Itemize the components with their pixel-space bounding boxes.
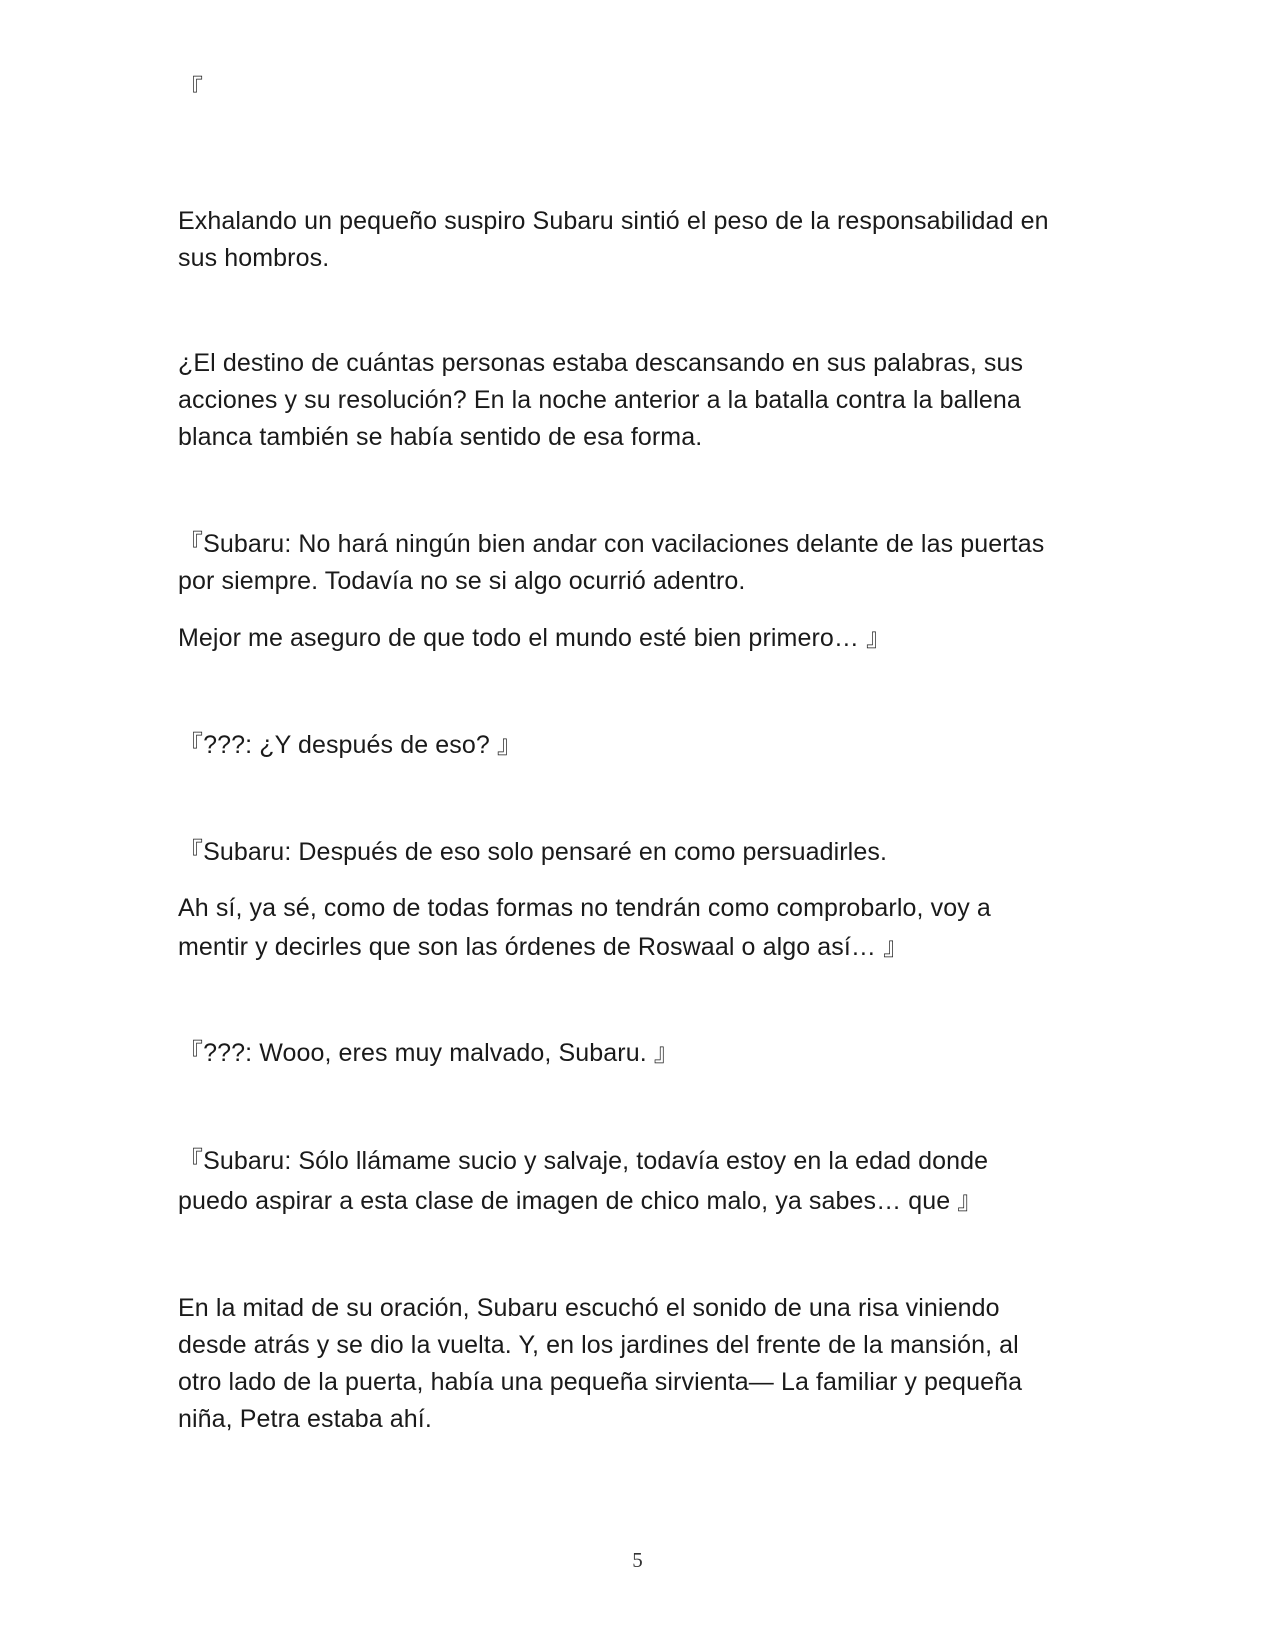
text-line: por siempre. Todavía no se si algo ocurrió adentro. xyxy=(178,567,746,595)
text-line: mentir y decirles que son las órdenes de Roswaal o algo así… 』 xyxy=(178,933,909,961)
text-line: Exhalando un pequeño suspiro Subaru sintió el peso de la responsabilidad en xyxy=(178,207,1049,235)
text-line: 『Subaru: Después de eso solo pensaré en como persuadirles. xyxy=(178,838,887,866)
text-line: acciones y su resolución? En la noche anterior a la batalla contra la ballena xyxy=(178,386,1021,414)
text-line: 『Subaru: No hará ningún bien andar con vacilaciones delante de las puertas xyxy=(178,530,1045,558)
text-line: Mejor me aseguro de que todo el mundo esté bien primero… 』 xyxy=(178,624,892,652)
text-line: puedo aspirar a esta clase de imagen de chico malo, ya sabes… que 』 xyxy=(178,1187,983,1215)
text-line: sus hombros. xyxy=(178,244,330,272)
text-line: Ah sí, ya sé, como de todas formas no tendrán como comprobarlo, voy a xyxy=(178,894,991,922)
text-line: blanca también se había sentido de esa forma. xyxy=(178,423,703,451)
text-line: 『Subaru: Sólo llámame sucio y salvaje, todavía estoy en la edad donde xyxy=(178,1147,989,1175)
text-line: 『???: Wooo, eres muy malvado, Subaru. 』 xyxy=(178,1039,679,1067)
text-line: desde atrás y se dio la vuelta. Y, en los jardines del frente de la mansión, al xyxy=(178,1331,1019,1359)
page-number: 5 xyxy=(632,1548,643,1572)
text-line: En la mitad de su oración, Subaru escuchó el sonido de una risa viniendo xyxy=(178,1294,1000,1322)
text-line: ¿El destino de cuántas personas estaba descansando en sus palabras, sus xyxy=(178,349,1024,377)
text-line: niña, Petra estaba ahí. xyxy=(178,1405,432,1433)
text-line: 『 xyxy=(178,75,204,103)
text-line: otro lado de la puerta, había una pequeña sirvienta— La familiar y pequeña xyxy=(178,1368,1023,1396)
text-line: 『???: ¿Y después de eso? 』 xyxy=(178,731,523,759)
